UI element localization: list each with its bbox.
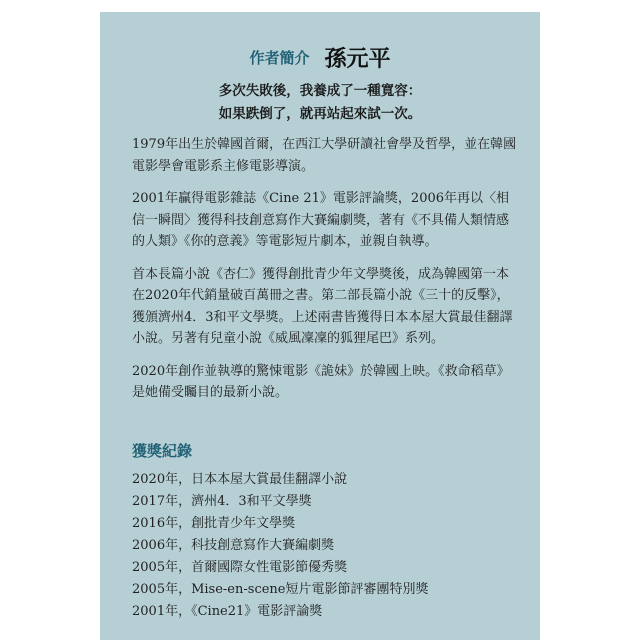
award-item: 2016年，創批青少年文學獎 [132, 516, 296, 531]
awards-list [132, 469, 517, 623]
quote-line-2: 如果跌倒了，就再站起來試一次。 [218, 106, 422, 122]
bio-paragraph-3: 首本長篇小說《杏仁》獲得創批青少年文學獎後，成為韓國第一本在2020年代銷量破百萬冊之書。第二部長篇小說《三十的反擊》，獲頒濟州4．3和平文學獎。上述兩書皆獲得日本本屋大賞最佳翻譯小說。另著有兒童小說《威風凜凜的狐狸尾巴》系列。 [132, 266, 513, 346]
section-label: 作者簡介 [249, 49, 310, 67]
award-item: 2006年，科技創意寫作大賽編劇獎 [132, 538, 335, 553]
quote-line-1: 多次失敗後，我養成了一種寬容： [218, 83, 422, 99]
bio-paragraph-2: 2001年贏得電影雜誌《Cine 21》電影評論獎，2006年再以〈相信一瞬間〉獲得科技創意寫作大賽編劇獎，著有《不具備人類情感的人類》《你的意義》等電影短片劇本，並親自執導。 [132, 191, 510, 249]
award-item: 2017年，濟州4．3和平文學獎 [132, 494, 312, 509]
bio-paragraph-4: 2020年創作並執導的驚悚電影《詭妹》於韓國上映。《救命稻草》是她備受矚目的最新小說。 [132, 363, 510, 400]
award-item: 2001年，《Cine21》電影評論獎 [132, 604, 323, 619]
awards-heading: 獲獎紀錄 [132, 442, 193, 460]
award-item: 2005年，首爾國際女性電影節優秀獎 [132, 560, 348, 575]
award-item: 2005年，Mise-en-scene短片電影節評審團特別獎 [132, 582, 429, 597]
award-item: 2020年，日本本屋大賞最佳翻譯小說 [132, 472, 348, 487]
author-name: 孫元平 [324, 46, 391, 72]
author-quote [100, 80, 540, 126]
bio-paragraph-1: 1979年出生於韓國首爾，在西江大學研讀社會學及哲學，並在韓國電影學會電影系主修電影導演。 [132, 137, 517, 174]
header [100, 42, 540, 73]
biography [132, 134, 517, 415]
author-intro-card [100, 12, 540, 640]
